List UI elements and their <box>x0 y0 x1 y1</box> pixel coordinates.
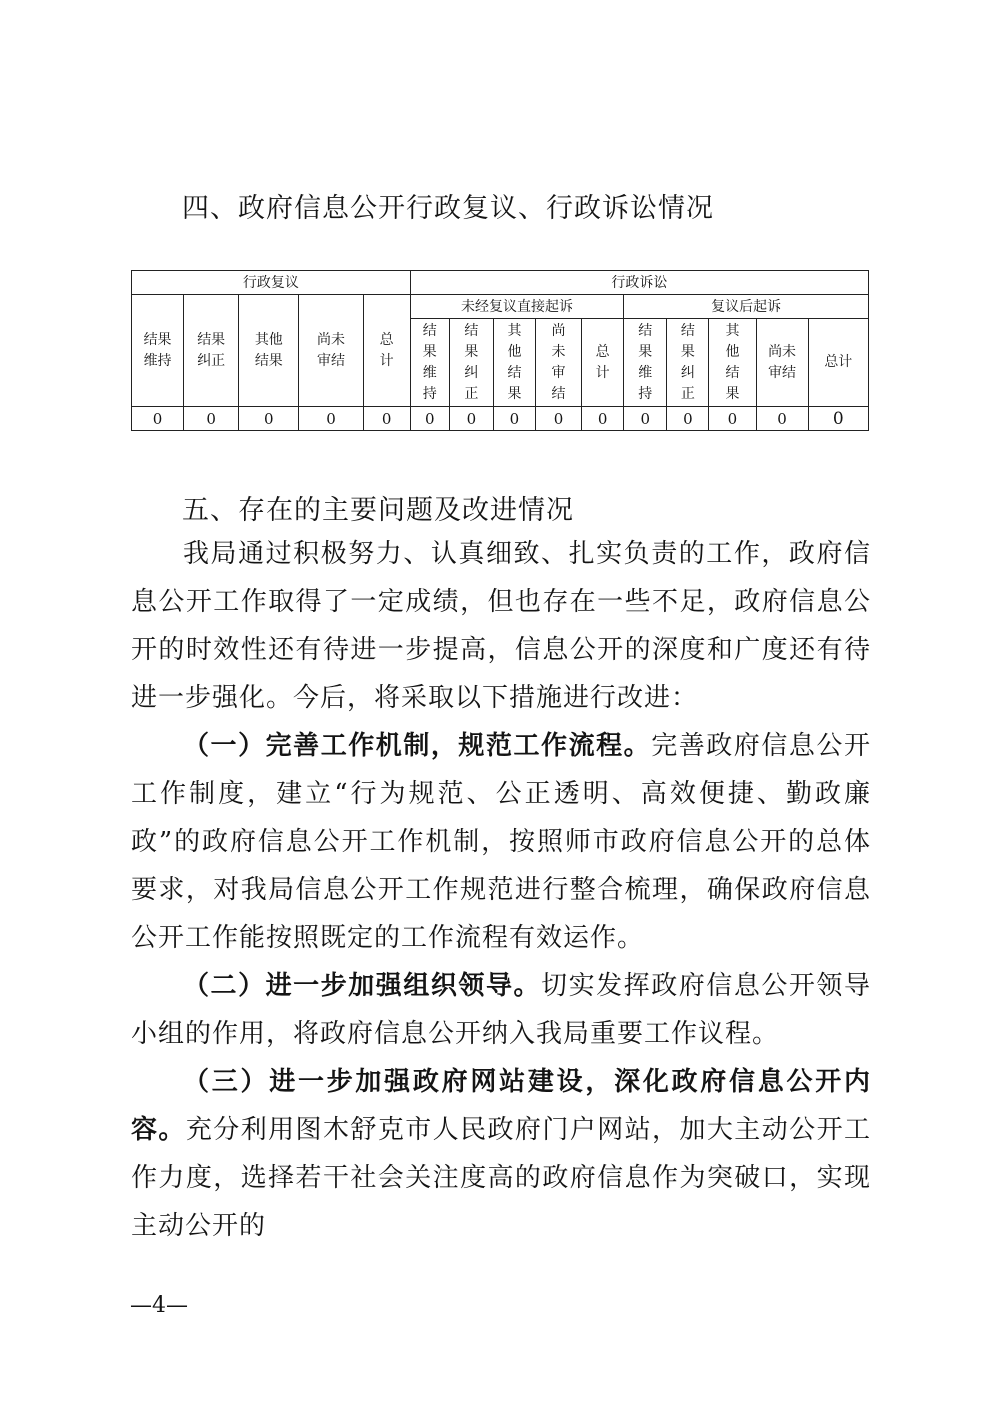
direct-col-header: 其他结果 <box>493 319 535 407</box>
direct-col-header: 尚未审结 <box>536 319 582 407</box>
body-text <box>131 530 871 1250</box>
measure-3-body: 充分利用图木舒克市人民政府门户网站，加大主动公开工作力度，选择若干社会关注度高的政府信息作为突破口，实现主动公开的 <box>131 1115 871 1241</box>
direct-suit-header: 未经复议直接起诉 <box>410 295 624 319</box>
measure-1-body: 完善政府信息公开工作制度，建立“行为规范、公正透明、高效便捷、勤政廉政”的政府信息公开工作机制，按照师市政府信息公开的总体要求，对我局信息公开工作规范进行整合梳理，确保政府信息公开工作能按照既定的工作流程有效运作。 <box>131 731 871 953</box>
value-cell: 0 <box>808 407 868 431</box>
review-col-header: 结果纠正 <box>184 295 239 407</box>
value-cell: 0 <box>667 407 709 431</box>
direct-col-header: 结果维持 <box>410 319 449 407</box>
value-cell: 0 <box>624 407 667 431</box>
value-cell: 0 <box>184 407 239 431</box>
value-cell: 0 <box>299 407 363 431</box>
review-col-header: 尚未审结 <box>299 295 363 407</box>
value-cell: 0 <box>410 407 449 431</box>
value-cell: 0 <box>756 407 808 431</box>
page-number: —4— <box>130 1293 188 1318</box>
value-cell: 0 <box>582 407 624 431</box>
after-review-header: 复议后起诉 <box>624 295 869 319</box>
after-col-header: 其他结果 <box>709 319 756 407</box>
review-col-header: 结果维持 <box>132 295 184 407</box>
measure-1-title: （一）完善工作机制，规范工作流程。 <box>183 731 652 761</box>
value-cell: 0 <box>132 407 184 431</box>
after-col-header: 结果纠正 <box>667 319 709 407</box>
measure-2-title: （二）进一步加强组织领导。 <box>183 971 542 1001</box>
measure-2-body: 切实发挥政府信息公开领导小组的作用，将政府信息公开纳入我局重要工作议程。 <box>131 971 871 1049</box>
value-cell: 0 <box>536 407 582 431</box>
paragraph-measure-3 <box>131 1058 871 1250</box>
value-cell: 0 <box>363 407 410 431</box>
value-cell: 0 <box>449 407 493 431</box>
paragraph-intro: 我局通过积极努力、认真细致、扎实负责的工作，政府信息公开工作取得了一定成绩，但也存在一些不足，政府信息公开的时效性还有待进一步提高，信息公开的深度和广度还有待进一步强化。今后，将采取以下措施进行改进： <box>131 539 871 713</box>
measure-3-title: （三）进一步加强政府网站建设，深化政府信息公开内容。 <box>131 1067 871 1145</box>
section-5-heading: 五、存在的主要问题及改进情况 <box>182 495 574 526</box>
review-litigation-table <box>131 270 869 431</box>
review-header: 行政复议 <box>132 271 411 295</box>
value-cell: 0 <box>239 407 299 431</box>
value-cell: 0 <box>493 407 535 431</box>
paragraph-measure-1 <box>131 722 871 962</box>
after-col-header: 总计 <box>808 319 868 407</box>
paragraph-measure-2 <box>131 962 871 1058</box>
section-4-heading: 四、政府信息公开行政复议、行政诉讼情况 <box>182 193 714 224</box>
direct-col-header: 总计 <box>582 319 624 407</box>
review-col-header: 其他结果 <box>239 295 299 407</box>
value-cell: 0 <box>709 407 756 431</box>
litigation-header: 行政诉讼 <box>410 271 868 295</box>
after-col-header: 尚未审结 <box>756 319 808 407</box>
after-col-header: 结果维持 <box>624 319 667 407</box>
review-col-header: 总计 <box>363 295 410 407</box>
direct-col-header: 结果纠正 <box>449 319 493 407</box>
